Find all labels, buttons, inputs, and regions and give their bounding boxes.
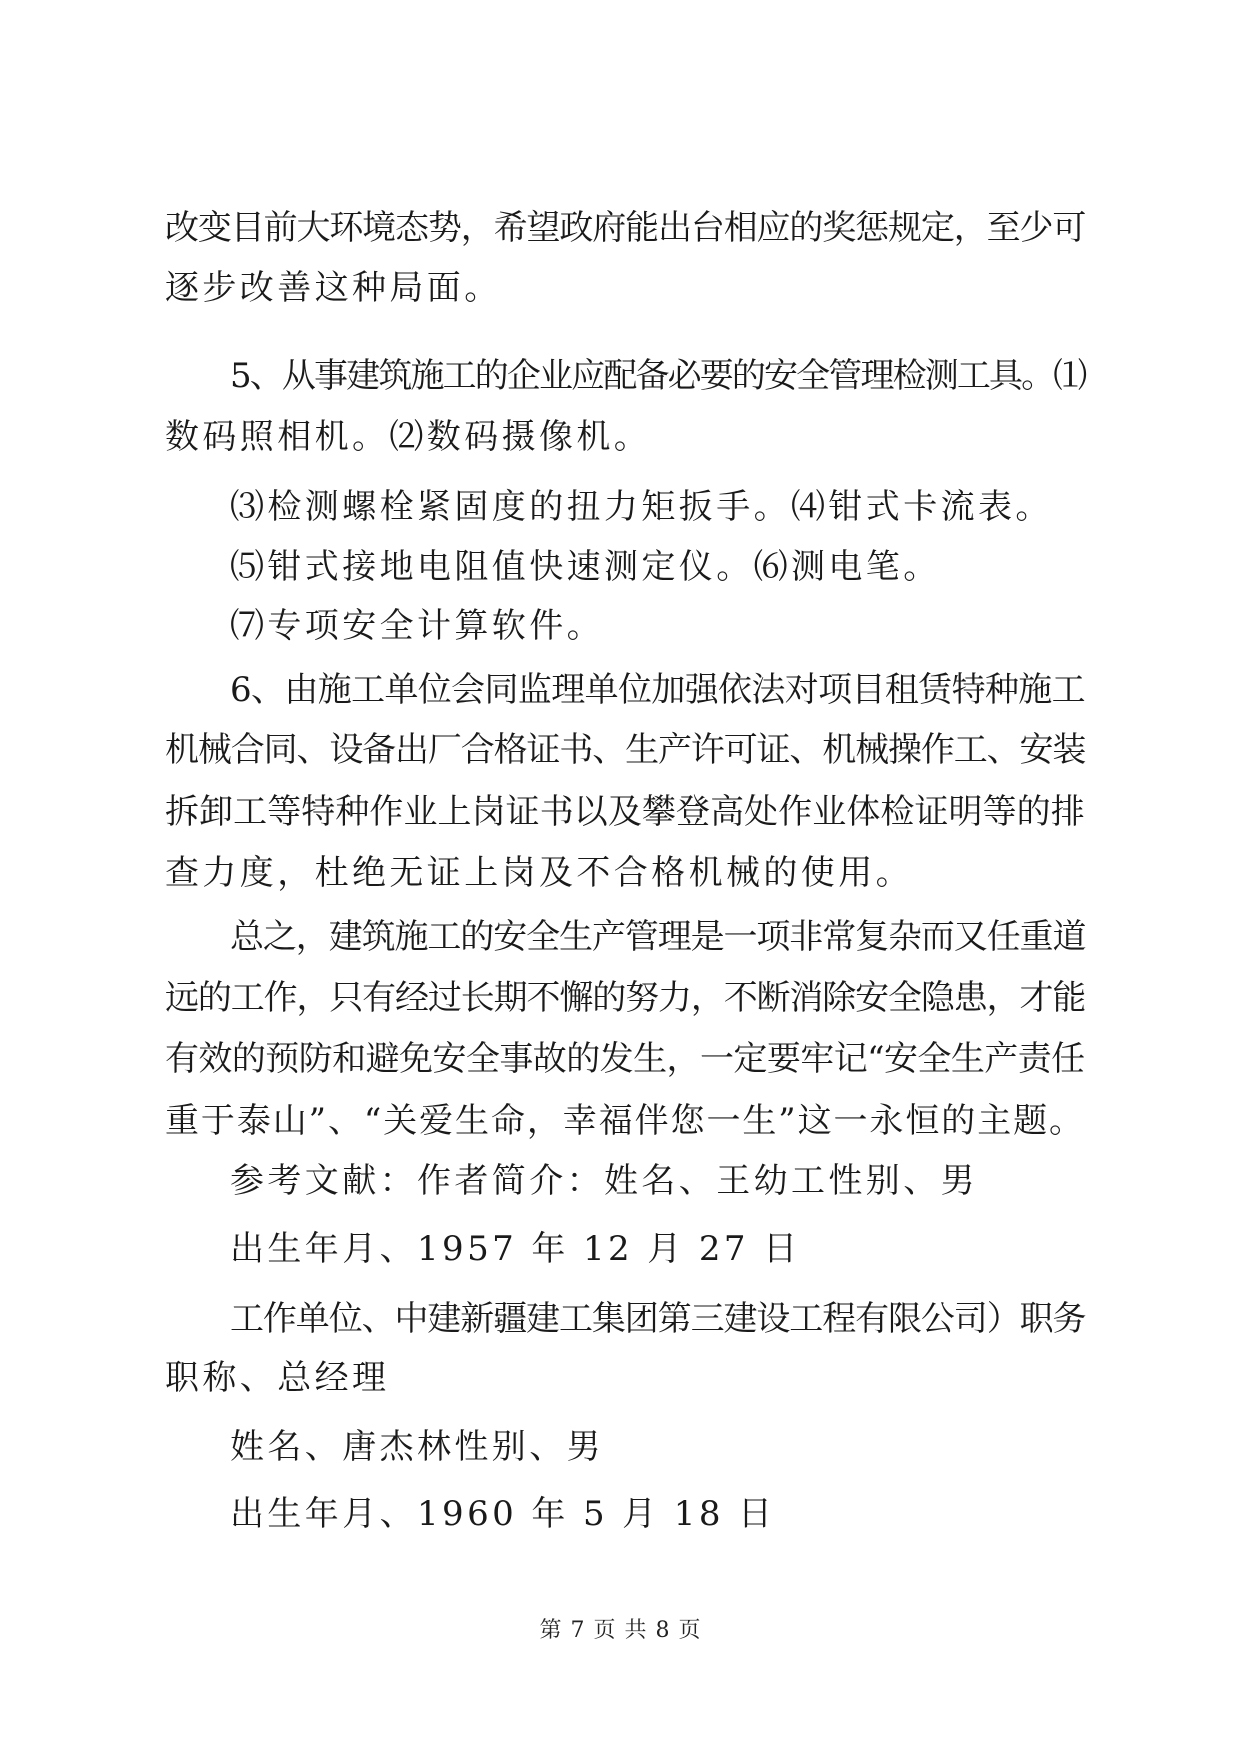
text-line: 查力度，杜绝无证上岗及不合格机械的使用。 xyxy=(165,853,913,893)
text-line: 重于泰山”、“关爱生命，幸福伴您一生”这一永恒的主题。 xyxy=(165,1101,1085,1141)
text-line: 有效的预防和避免安全事故的发生，一定要牢记“安全生产责任 xyxy=(165,1039,1085,1079)
text-line: 姓名、唐杰林性别、男 xyxy=(230,1427,604,1467)
text-line: 出生年月、1957 年 12 月 27 日 xyxy=(230,1229,801,1269)
text-line: 工作单位、中建新疆建工集团第三建设工程有限公司）职务 xyxy=(230,1299,1086,1339)
text-line: 数码照相机。⑵数码摄像机。 xyxy=(165,417,652,457)
text-line: 逐步改善这种局面。 xyxy=(165,268,502,308)
text-line: 远的工作，只有经过长期不懈的努力，不断消除安全隐患，才能 xyxy=(165,978,1086,1018)
text-line: 6、由施工单位会同监理单位加强依法对项目租赁特种施工 xyxy=(230,670,1086,710)
text-line: ⑺专项安全计算软件。 xyxy=(230,606,604,646)
text-line: ⑶检测螺栓紧固度的扭力矩扳手。⑷钳式卡流表。 xyxy=(230,487,1053,527)
text-line: 拆卸工等特种作业上岗证书以及攀登高处作业体检证明等的排 xyxy=(165,792,1085,832)
text-line: 总之，建筑施工的安全生产管理是一项非常复杂而又任重道 xyxy=(230,917,1086,957)
text-line: 5、从事建筑施工的企业应配备必要的安全管理检测工具。⑴ xyxy=(230,356,1086,396)
text-line: 职称、总经理 xyxy=(165,1358,390,1398)
text-line: 出生年月、1960 年 5 月 18 日 xyxy=(230,1494,776,1534)
text-line: 参考文献：作者简介：姓名、王幼工性别、男 xyxy=(230,1161,978,1201)
page-footer: 第 7 页 共 8 页 xyxy=(539,1618,702,1643)
text-line: 改变目前大环境态势，希望政府能出台相应的奖惩规定，至少可 xyxy=(165,208,1086,248)
text-line: ⑸钳式接地电阻值快速测定仪。⑹测电笔。 xyxy=(230,547,941,587)
text-line: 机械合同、设备出厂合格证书、生产许可证、机械操作工、安装 xyxy=(165,730,1086,770)
